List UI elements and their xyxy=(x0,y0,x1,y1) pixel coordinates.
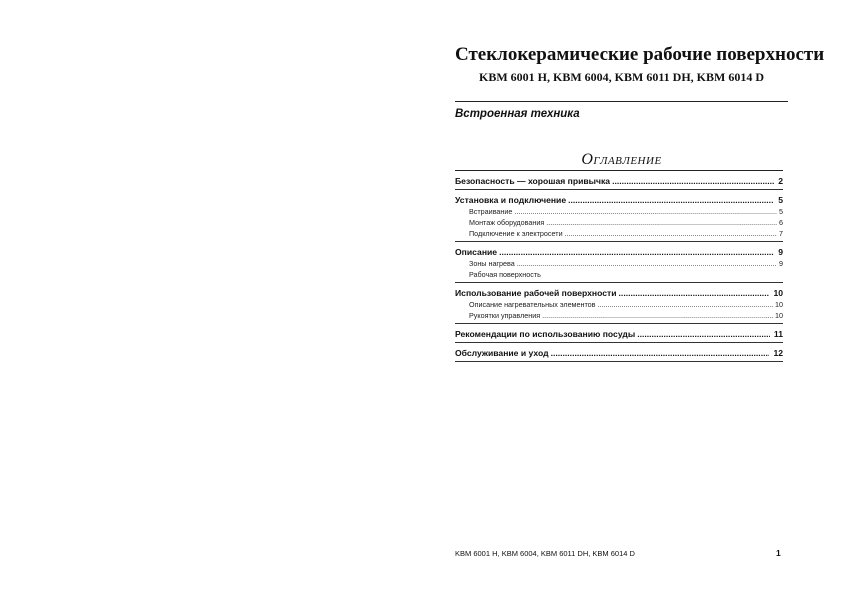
leader-dots xyxy=(546,217,777,228)
leader-dots xyxy=(551,347,770,359)
toc-section xyxy=(455,287,783,324)
document-title: Стеклокерамические рабочие поверхности xyxy=(455,44,825,65)
toc-entry-title: Рекомендации по использованию посуды xyxy=(455,329,636,339)
leader-dots xyxy=(542,310,773,321)
toc-subentry[interactable] xyxy=(455,206,783,217)
toc-subentry[interactable] xyxy=(455,228,783,239)
toc-entry[interactable] xyxy=(455,194,783,206)
toc-entry-page: 12 xyxy=(773,348,783,358)
toc-subentry-page: 6 xyxy=(779,218,783,227)
toc-entry[interactable] xyxy=(455,328,783,340)
leader-dots xyxy=(499,246,774,258)
toc-heading: Оглавление xyxy=(581,151,662,168)
toc-subentry-page: 10 xyxy=(775,300,783,309)
toc-subentry-title: Описание нагревательных элементов xyxy=(469,300,596,309)
toc-subentry-page: 5 xyxy=(779,207,783,216)
toc-section xyxy=(455,175,783,190)
toc-entry-page: 9 xyxy=(778,247,783,257)
toc-entry-page: 11 xyxy=(773,329,783,339)
toc-subentry-page: 9 xyxy=(779,259,783,268)
toc-entry-page: 2 xyxy=(778,176,783,186)
toc-section xyxy=(455,328,783,343)
toc-section xyxy=(455,347,783,362)
toc-subentry-title: Рукоятки управления xyxy=(469,311,541,320)
toc-entry-page: 10 xyxy=(773,288,783,298)
toc-subentry-page: 10 xyxy=(775,311,783,320)
toc-entry-title: Установка и подключение xyxy=(455,195,567,205)
table-of-contents xyxy=(455,175,783,366)
leader-dots xyxy=(637,328,770,340)
toc-subentry-title: Подключение к электросети xyxy=(469,229,563,238)
toc-section xyxy=(455,194,783,242)
toc-subentry-title: Рабочая поверхность xyxy=(469,270,541,279)
leader-dots xyxy=(514,206,777,217)
toc-subentry[interactable] xyxy=(455,258,783,269)
toc-subentry[interactable] xyxy=(455,269,783,280)
toc-entry[interactable] xyxy=(455,175,783,187)
toc-entry-page: 5 xyxy=(778,195,783,205)
toc-subentry-title: Встраивание xyxy=(469,207,513,216)
toc-entry-title: Безопасность — хорошая привычка xyxy=(455,176,611,186)
leader-dots xyxy=(565,228,777,239)
toc-entry[interactable] xyxy=(455,347,783,359)
category-label: Встроенная техника xyxy=(455,108,580,120)
toc-subentry[interactable] xyxy=(455,217,783,228)
toc-entry-title: Обслуживание и уход xyxy=(455,348,549,358)
toc-subentry-title: Монтаж оборудования xyxy=(469,218,545,227)
header-divider xyxy=(455,101,788,102)
leader-dots xyxy=(517,258,777,269)
toc-entry[interactable] xyxy=(455,287,783,299)
page-number: 1 xyxy=(776,548,781,558)
toc-subentry[interactable] xyxy=(455,310,783,321)
leader-dots xyxy=(568,194,774,206)
toc-entry-title: Описание xyxy=(455,247,498,257)
leader-dots xyxy=(598,299,774,310)
toc-divider xyxy=(455,170,783,171)
leader-dots xyxy=(619,287,770,299)
toc-section xyxy=(455,246,783,283)
footer-model-list: KBM 6001 H, KBM 6004, KBM 6011 DH, KBM 6014 D xyxy=(455,549,635,558)
leader-dots xyxy=(612,175,774,187)
model-list: KBM 6001 H, KBM 6004, KBM 6011 DH, KBM 6014 D xyxy=(479,70,764,84)
toc-subentry[interactable] xyxy=(455,299,783,310)
toc-entry-title: Использование рабочей поверхности xyxy=(455,288,617,298)
toc-subentry-page: 7 xyxy=(779,229,783,238)
toc-subentry-title: Зоны нагрева xyxy=(469,259,515,268)
toc-entry[interactable] xyxy=(455,246,783,258)
